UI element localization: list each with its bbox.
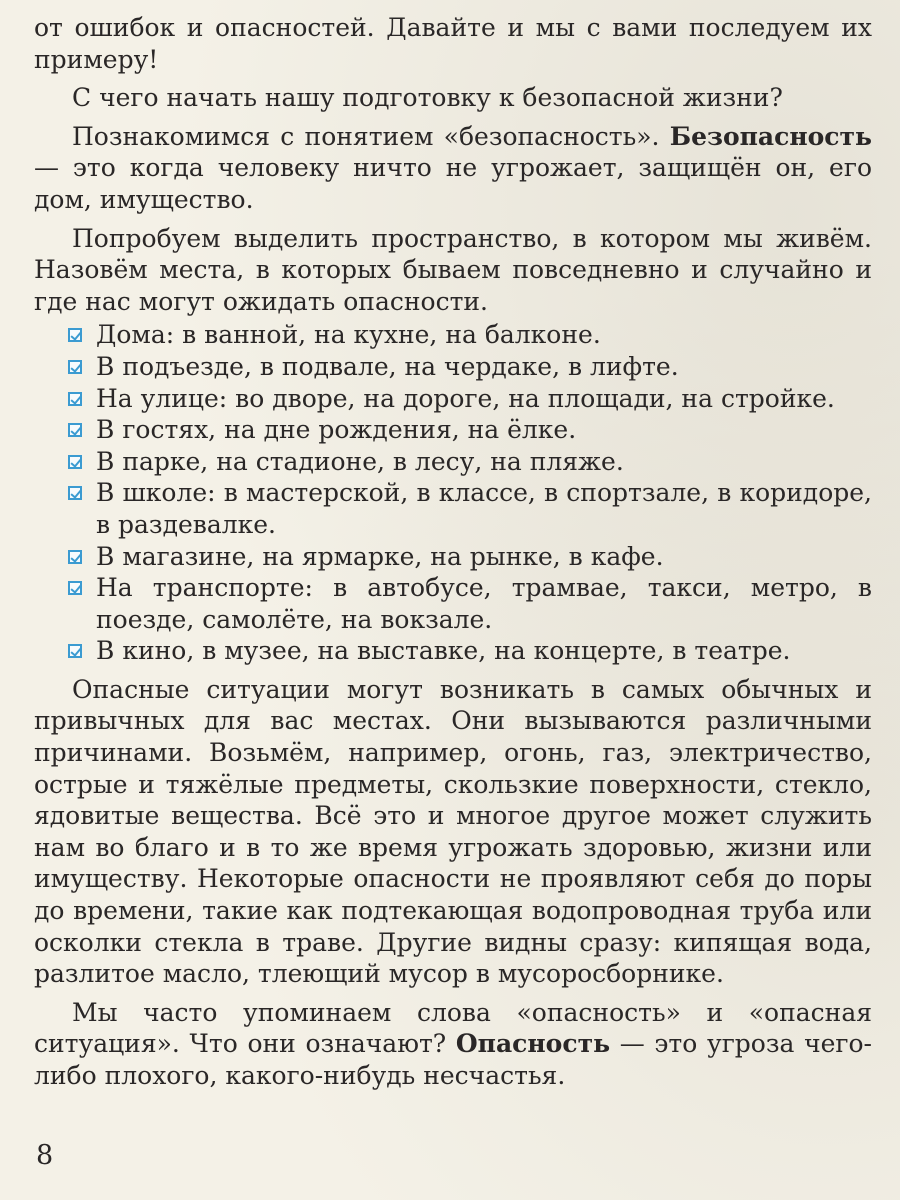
list-item-text: На улице: во дворе, на дороге, на площади, на стройке. xyxy=(96,383,835,413)
list-item xyxy=(34,414,872,446)
list-item xyxy=(34,446,872,478)
intro-paragraph: от ошибок и опасностей. Давайте и мы с вами последуем их примеру! xyxy=(34,13,872,74)
places-list xyxy=(34,319,872,667)
checkbox-icon xyxy=(68,360,82,374)
danger-definition-paragraph xyxy=(34,997,872,1092)
list-item-text: В магазине, на ярмарке, на рынке, в кафе. xyxy=(96,541,664,571)
safety-definition-lead: Познакомимся с понятием «безопасность». xyxy=(72,121,670,151)
checkbox-icon xyxy=(68,392,82,406)
checkbox-icon xyxy=(68,486,82,500)
list-item-text: На транспорте: в автобусе, трамвае, такси, метро, в поезде, самолёте, на вокзале. xyxy=(96,573,872,634)
safety-term: Безопасность xyxy=(669,121,872,151)
list-item xyxy=(34,572,872,635)
situations-paragraph: Опасные ситуации могут возникать в самых обычных и привычных для вас местах. Они вызываются различными причинами. Возьмём, например, огонь, газ, электричество, острые и тяжёлые предметы, скользкие поверхности, стекло, ядовитые вещества. Всё это и многое другое может служить нам во благо и в то же время угрожать здоровью, жизни или имуществу. Некоторые опасности не проявляют себя до поры до времени, такие как подтекающая водопроводная труба или осколки стекла в траве. Другие видны сразу: кипящая вода, разлитое масло, тлеющий мусор в мусоросборнике. xyxy=(34,674,872,989)
places-paragraph: Попробуем выделить пространство, в котором мы живём. Назовём места, в которых бываем повседневно и случайно и где нас могут ожидать опасности. xyxy=(34,223,872,316)
checkbox-icon xyxy=(68,550,82,564)
list-item-text: В подъезде, в подвале, на чердаке, в лифте. xyxy=(96,351,679,381)
list-item-text: В парке, на стадионе, в лесу, на пляже. xyxy=(96,446,624,476)
list-item xyxy=(34,383,872,415)
checkbox-icon xyxy=(68,644,82,658)
checkbox-icon xyxy=(68,455,82,469)
question-paragraph: С чего начать нашу подготовку к безопасной жизни? xyxy=(72,83,783,113)
safety-definition-paragraph xyxy=(34,121,872,216)
list-item-text: Дома: в ванной, на кухне, на балконе. xyxy=(96,320,601,350)
list-item xyxy=(34,541,872,573)
list-item xyxy=(34,635,872,667)
list-item xyxy=(34,477,872,540)
list-item-text: В школе: в мастерской, в классе, в спортзале, в коридоре, в раздевалке. xyxy=(96,478,872,539)
danger-definition-lead: Мы часто упоминаем слова «опасность» и «опасная ситуация». Что они означают? xyxy=(34,997,872,1059)
checkbox-icon xyxy=(68,581,82,595)
checkbox-icon xyxy=(68,423,82,437)
checkbox-icon xyxy=(68,328,82,342)
page-content xyxy=(34,12,872,1092)
page-number: 8 xyxy=(36,1140,54,1171)
danger-definition-text: — это угроза чего-либо плохого, какого-нибудь несчастья. xyxy=(34,1029,873,1090)
list-item xyxy=(34,319,872,351)
list-item-text: В гостях, на дне рождения, на ёлке. xyxy=(96,415,577,445)
danger-term: Опасность xyxy=(455,1029,611,1059)
safety-definition-text: — это когда человеку ничто не угрожает, защищён он, его дом, имущество. xyxy=(34,153,872,214)
list-item xyxy=(34,351,872,383)
list-item-text: В кино, в музее, на выставке, на концерте, в театре. xyxy=(96,636,791,666)
